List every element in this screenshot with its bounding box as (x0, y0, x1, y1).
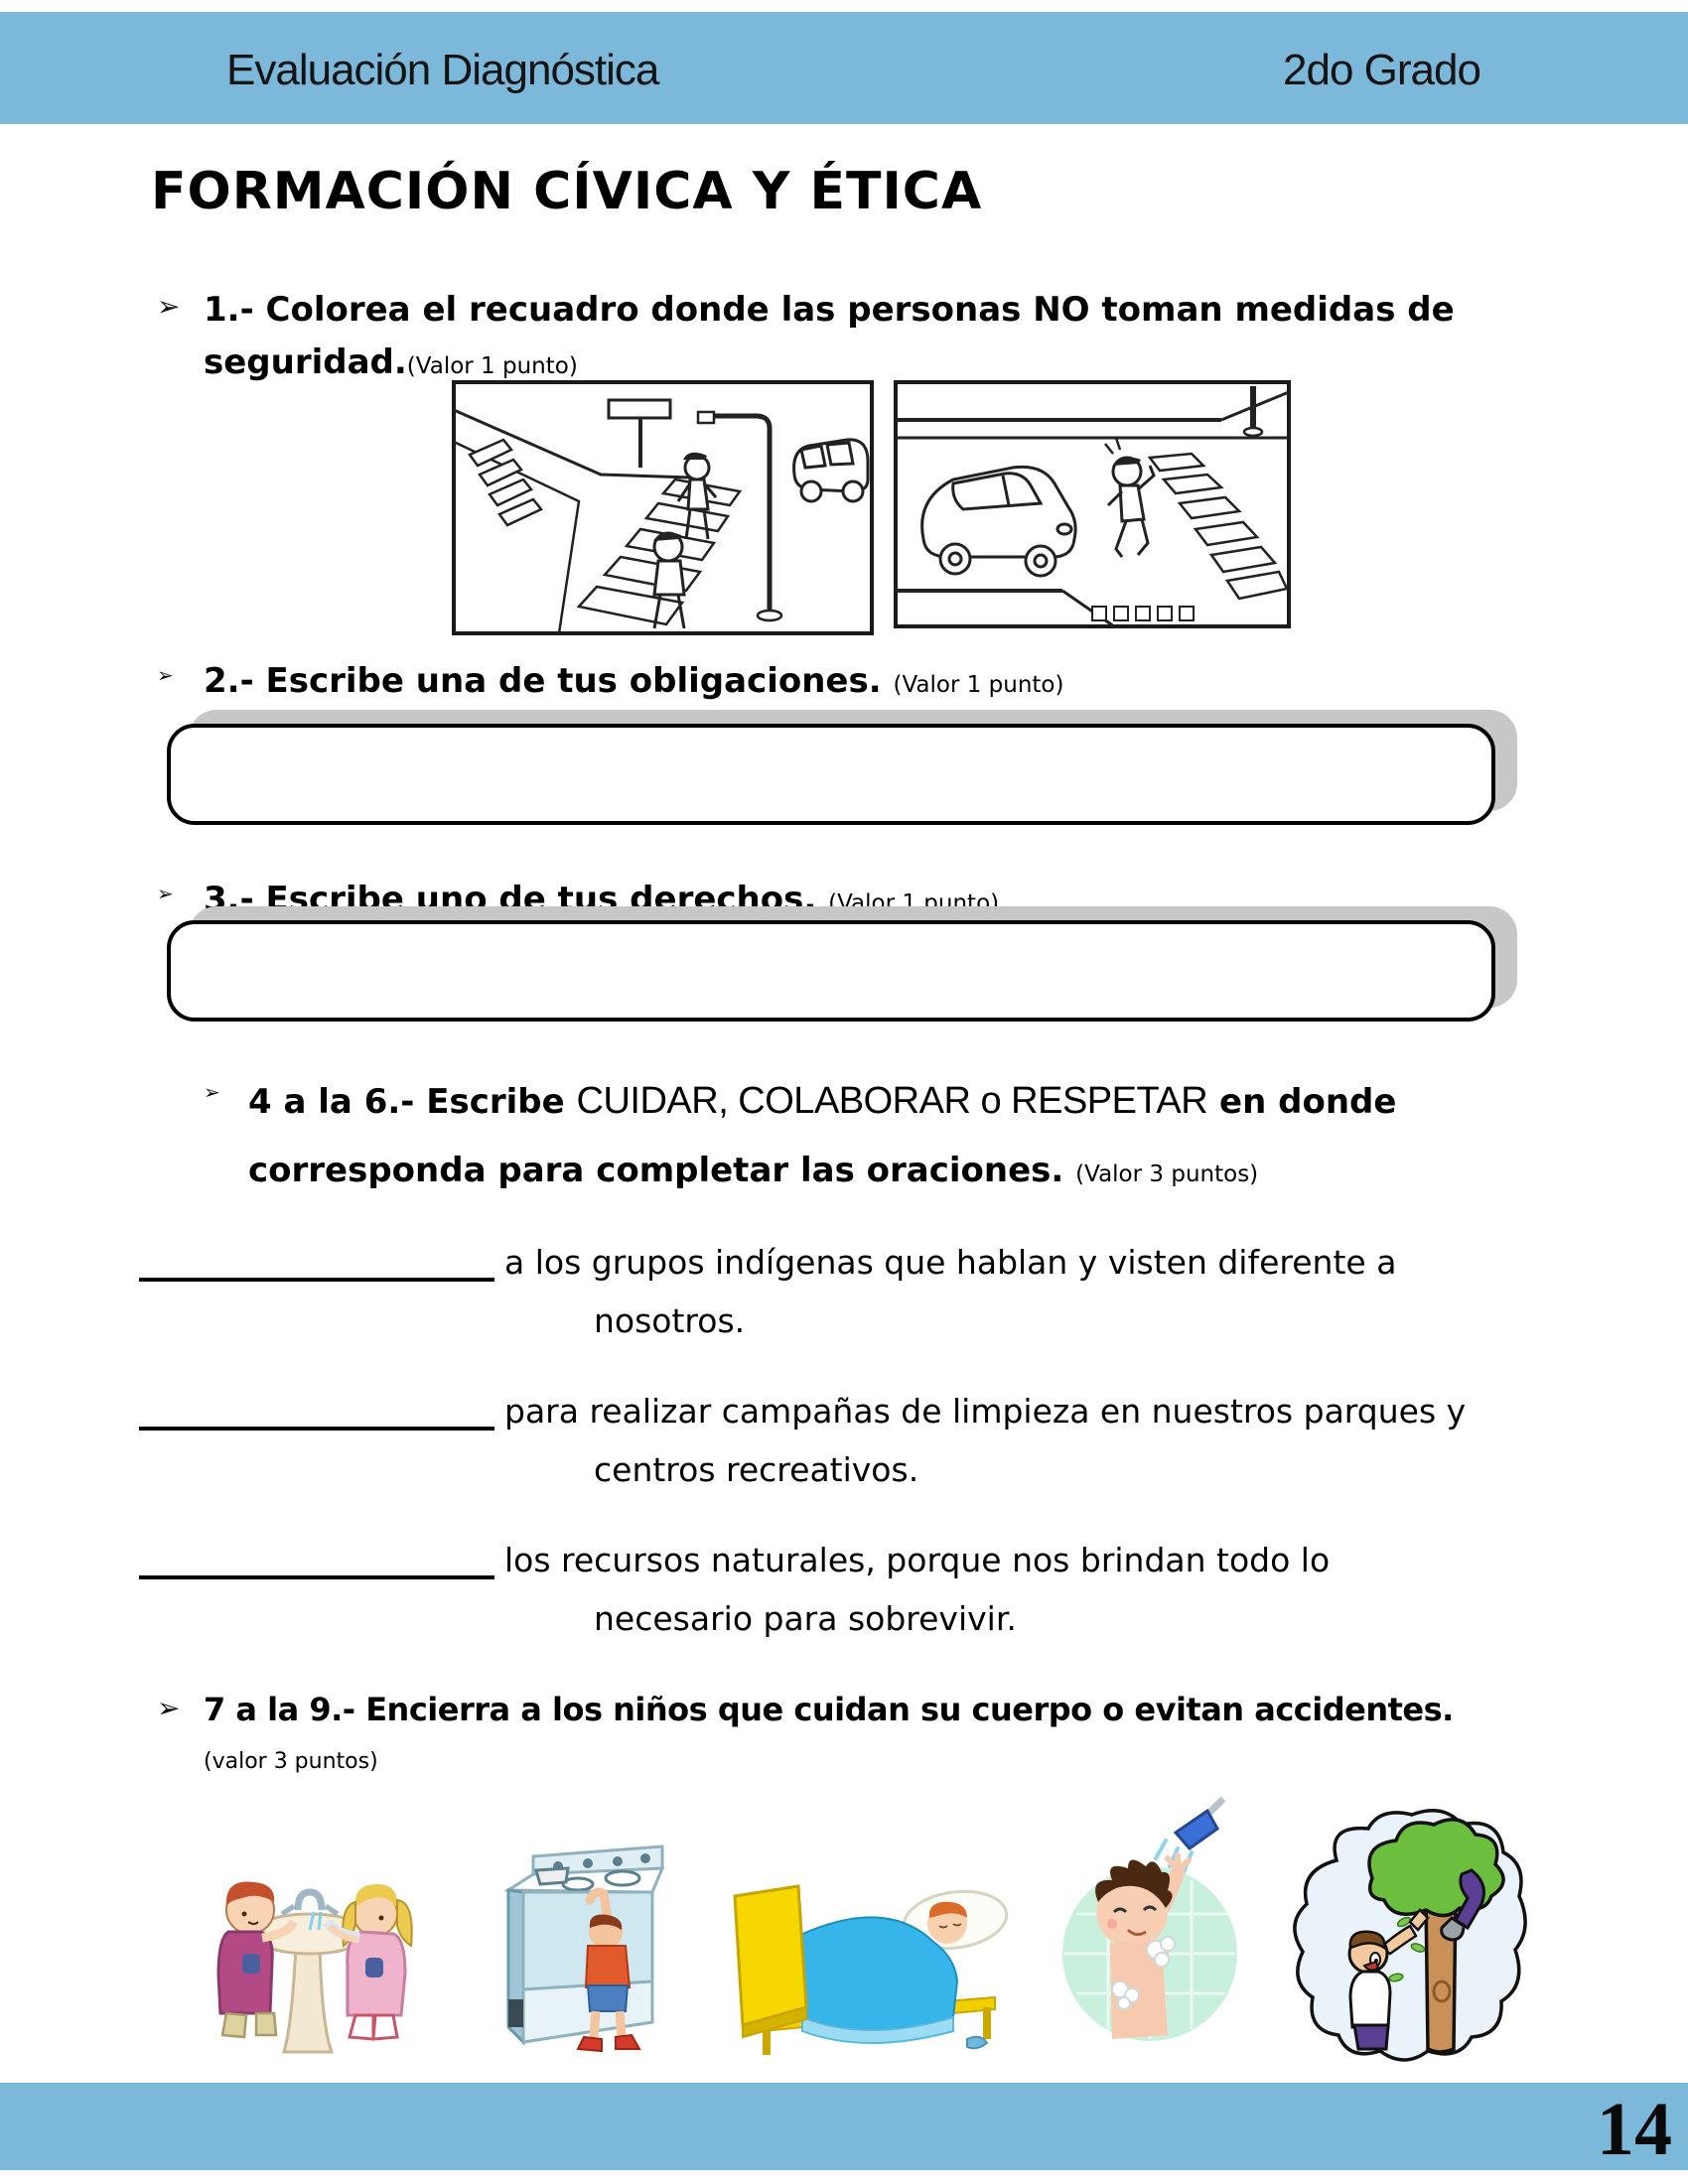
question-1 (157, 284, 1607, 388)
image-children-climbing-tree[interactable] (1277, 1801, 1530, 2074)
question-4-6-line2-text: corresponda para completar las oraciones. (248, 1150, 1064, 1190)
sentence-2-cont: centros recreativos. (594, 1450, 919, 1489)
image-people-crossing-at-crosswalk[interactable] (452, 380, 874, 635)
image-person-crossing-outside-crosswalk[interactable] (894, 380, 1291, 628)
answer-box-obligaciones[interactable] (167, 724, 1495, 825)
question-2 (157, 655, 1607, 708)
sentence-1 (139, 1243, 1628, 1340)
answer-blank-1[interactable] (139, 1249, 494, 1282)
arrow-bullet-icon: ➢ (204, 1080, 220, 1104)
sentence-1-text: a los grupos indígenas que hablan y visten diferente a (504, 1243, 1397, 1282)
question-3 (157, 874, 1607, 926)
question-4-6-valor: (Valor 3 puntos) (1075, 1160, 1259, 1187)
header-grade: 2do Grado (1283, 46, 1480, 94)
answer-blank-3[interactable] (139, 1547, 494, 1579)
question-2-label: 2.- Escribe una de tus obligaciones. (204, 661, 882, 701)
sentence-3-cont: necesario para sobrevivir. (594, 1599, 1017, 1638)
arrow-bullet-icon: ➢ (157, 663, 174, 687)
question-7-9-text: 7 a la 9.- Encierra a los niños que cuidan su cuerpo o evitan accidentes. (204, 1691, 1454, 1728)
question-3-text (204, 874, 1607, 926)
question-4-6-tail: en donde (1219, 1082, 1397, 1122)
sentence-2 (139, 1392, 1628, 1489)
answer-box-derechos[interactable] (167, 920, 1495, 1022)
question-3-label: 3.- Escribe uno de tus derechos. (204, 880, 817, 919)
sentence-1-cont: nosotros. (594, 1301, 746, 1340)
question-1-valor: (Valor 1 punto) (406, 352, 578, 379)
question-1-images (452, 380, 1291, 635)
question-1-text (204, 284, 1607, 388)
question-2-text (204, 655, 1607, 708)
subject-title: FORMACIÓN CÍVICA Y ÉTICA (151, 162, 983, 221)
question-4-6-line1 (248, 1072, 1614, 1131)
question-4-6-lead: 4 a la 6.- Escribe (248, 1082, 565, 1122)
question-7-9-valor: (valor 3 puntos) (204, 1748, 378, 1774)
footer-band (0, 2083, 1688, 2170)
arrow-bullet-icon: ➢ (157, 290, 181, 323)
header-title: Evaluación Diagnóstica (226, 46, 659, 94)
question-4-6-line2 (248, 1151, 1614, 1190)
question-4-6-keywords: CUIDAR, COLABORAR o RESPETAR (576, 1080, 1208, 1122)
answer-blank-2[interactable] (139, 1398, 494, 1431)
arrow-bullet-icon: ➢ (157, 1692, 181, 1724)
image-child-reaching-stove[interactable] (479, 1829, 682, 2062)
question-1-line2: seguridad. (204, 341, 407, 382)
sentence-3 (139, 1541, 1628, 1638)
page-number: 14 (1597, 2088, 1672, 2171)
question-2-valor: (Valor 1 punto) (893, 672, 1064, 698)
sentence-3-text: los recursos naturales, porque nos brindan todo lo (504, 1541, 1331, 1579)
sentence-2-text: para realizar campañas de limpieza en nuestros parques y (504, 1392, 1467, 1431)
image-child-showering[interactable] (1051, 1793, 1244, 2059)
arrow-bullet-icon: ➢ (157, 882, 174, 905)
question-7-9 (157, 1686, 1646, 1774)
question-4-6 (204, 1072, 1614, 1190)
image-children-washing-hands[interactable] (199, 1829, 427, 2059)
question-3-valor: (Valor 1 punto) (828, 890, 1000, 916)
header-band (0, 12, 1688, 124)
question-1-line1: 1.- Colorea el recuadro donde las personas NO toman medidas de (204, 290, 1455, 330)
image-child-sleeping-in-bed[interactable] (707, 1858, 1015, 2062)
